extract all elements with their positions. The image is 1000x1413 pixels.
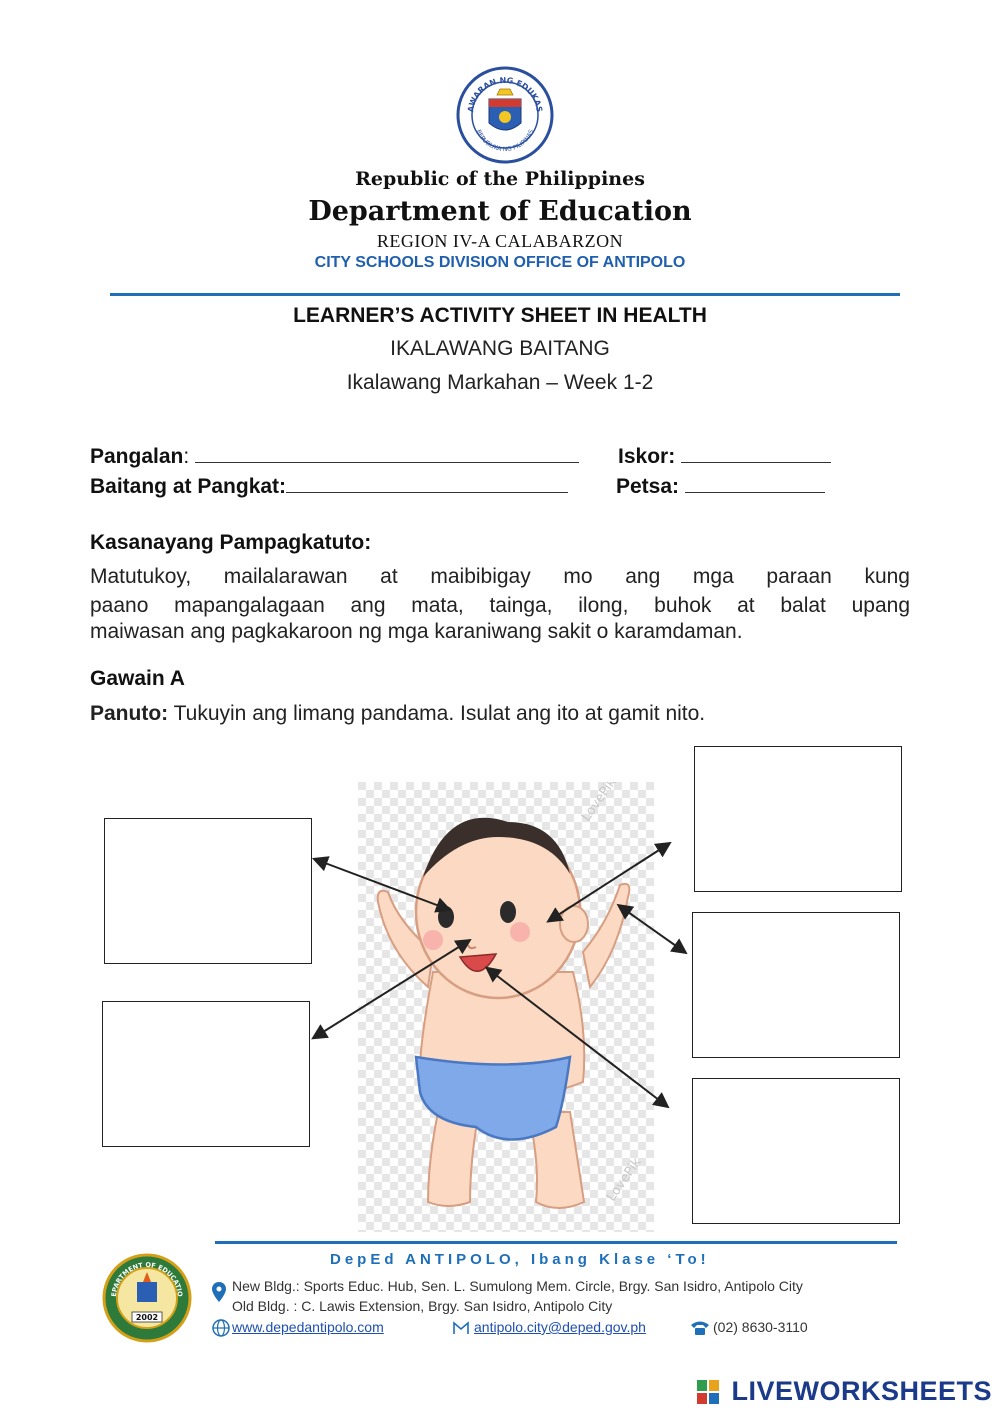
activity-instruction <box>90 702 705 726</box>
competency-line-1: Matutukoy, mailalarawan at maibibigay mo ang mga paraan kung <box>90 565 910 588</box>
footer-divider <box>215 1241 897 1244</box>
date-field <box>616 474 825 499</box>
watermark-1: LovePik <box>578 782 620 825</box>
score-blank[interactable] <box>681 444 831 463</box>
header-divider <box>110 293 900 296</box>
grade-level: IKALAWANG BAITANG <box>390 337 610 360</box>
instruction-label: Panuto: <box>90 702 169 725</box>
name-label: Pangalan <box>90 445 184 468</box>
score-field <box>618 444 831 469</box>
phone-number: (02) 8630-3110 <box>713 1319 808 1335</box>
watermark-3: LovePik <box>603 1155 645 1205</box>
competency-heading: Kasanayang Pampagkatuto: <box>90 531 372 554</box>
cheek-left <box>423 930 443 950</box>
baby-illustration <box>358 782 654 1232</box>
division-heading: CITY SCHOOLS DIVISION OFFICE OF ANTIPOLO <box>314 254 686 271</box>
cheek-right <box>510 922 530 942</box>
website-link[interactable]: www.depedantipolo.com <box>232 1319 384 1335</box>
division-logo <box>102 1252 192 1344</box>
name-field: Pangalan: <box>90 444 579 469</box>
footer-motto: DepEd ANTIPOLO, Ibang Klase ‘To! <box>330 1251 710 1268</box>
answer-box-left-2[interactable] <box>102 1001 310 1147</box>
liveworksheets-brand[interactable]: LIVEWORKSHEETS <box>731 1376 992 1406</box>
competency-line-2: paano mapangalagaan ang mata, tainga, ilong, buhok at balat upang <box>90 594 910 617</box>
globe-icon <box>212 1319 230 1342</box>
ear <box>560 906 588 942</box>
region-heading: REGION IV-A CALABARZON <box>376 231 624 251</box>
competency-line-3: maiwasan ang pagkakaroon ng mga karaniwang sakit o karamdaman. <box>90 620 743 643</box>
deped-seal <box>455 65 555 165</box>
phone-icon <box>690 1320 710 1341</box>
competency-text <box>90 562 910 620</box>
activity-title: Gawain A <box>90 667 185 690</box>
instruction-text: Tukuyin ang limang pandama. Isulat ang ito at gamit nito. <box>168 702 706 725</box>
republic-heading: Republic of the Philippines <box>355 168 645 190</box>
sheet-title: LEARNER’S ACTIVITY SHEET IN HEALTH <box>293 304 707 327</box>
seal-text-top: AWARAN NG EDUKAS <box>466 75 544 113</box>
answer-box-right-1[interactable] <box>694 746 902 892</box>
seal-text-bottom: REPUBLIKA NG PILIPINAS <box>474 128 536 154</box>
section-field <box>90 474 568 499</box>
liveworksheets-logo-icon <box>697 1380 719 1404</box>
date-blank[interactable] <box>685 474 825 493</box>
eye-right <box>500 901 516 923</box>
location-icon <box>212 1282 226 1307</box>
answer-box-left-1[interactable] <box>104 818 312 964</box>
answer-box-right-3[interactable] <box>692 1078 900 1224</box>
section-label: Baitang at Pangkat: <box>90 475 287 498</box>
logo-text: EPARTMENT OF EDUCATIO <box>109 1260 185 1298</box>
score-label: Iskor: <box>618 445 676 468</box>
date-label: Petsa: <box>616 475 680 498</box>
email-link[interactable]: antipolo.city@deped.gov.ph <box>474 1319 646 1335</box>
department-heading: Department of Education <box>308 196 692 227</box>
logo-year: 2002 <box>135 1313 159 1322</box>
mail-icon <box>453 1321 469 1340</box>
eye-left <box>438 906 454 928</box>
name-blank[interactable] <box>195 444 579 463</box>
address-new: New Bldg.: Sports Educ. Hub, Sen. L. Sumulong Mem. Circle, Brgy. San Isidro, Antipolo City <box>232 1278 803 1294</box>
section-blank[interactable] <box>286 474 568 493</box>
answer-box-right-2[interactable] <box>692 912 900 1058</box>
quarter-week: Ikalawang Markahan – Week 1-2 <box>346 371 654 394</box>
address-old: Old Bldg. : C. Lawis Extension, Brgy. San Isidro, Antipolo City <box>232 1298 613 1314</box>
